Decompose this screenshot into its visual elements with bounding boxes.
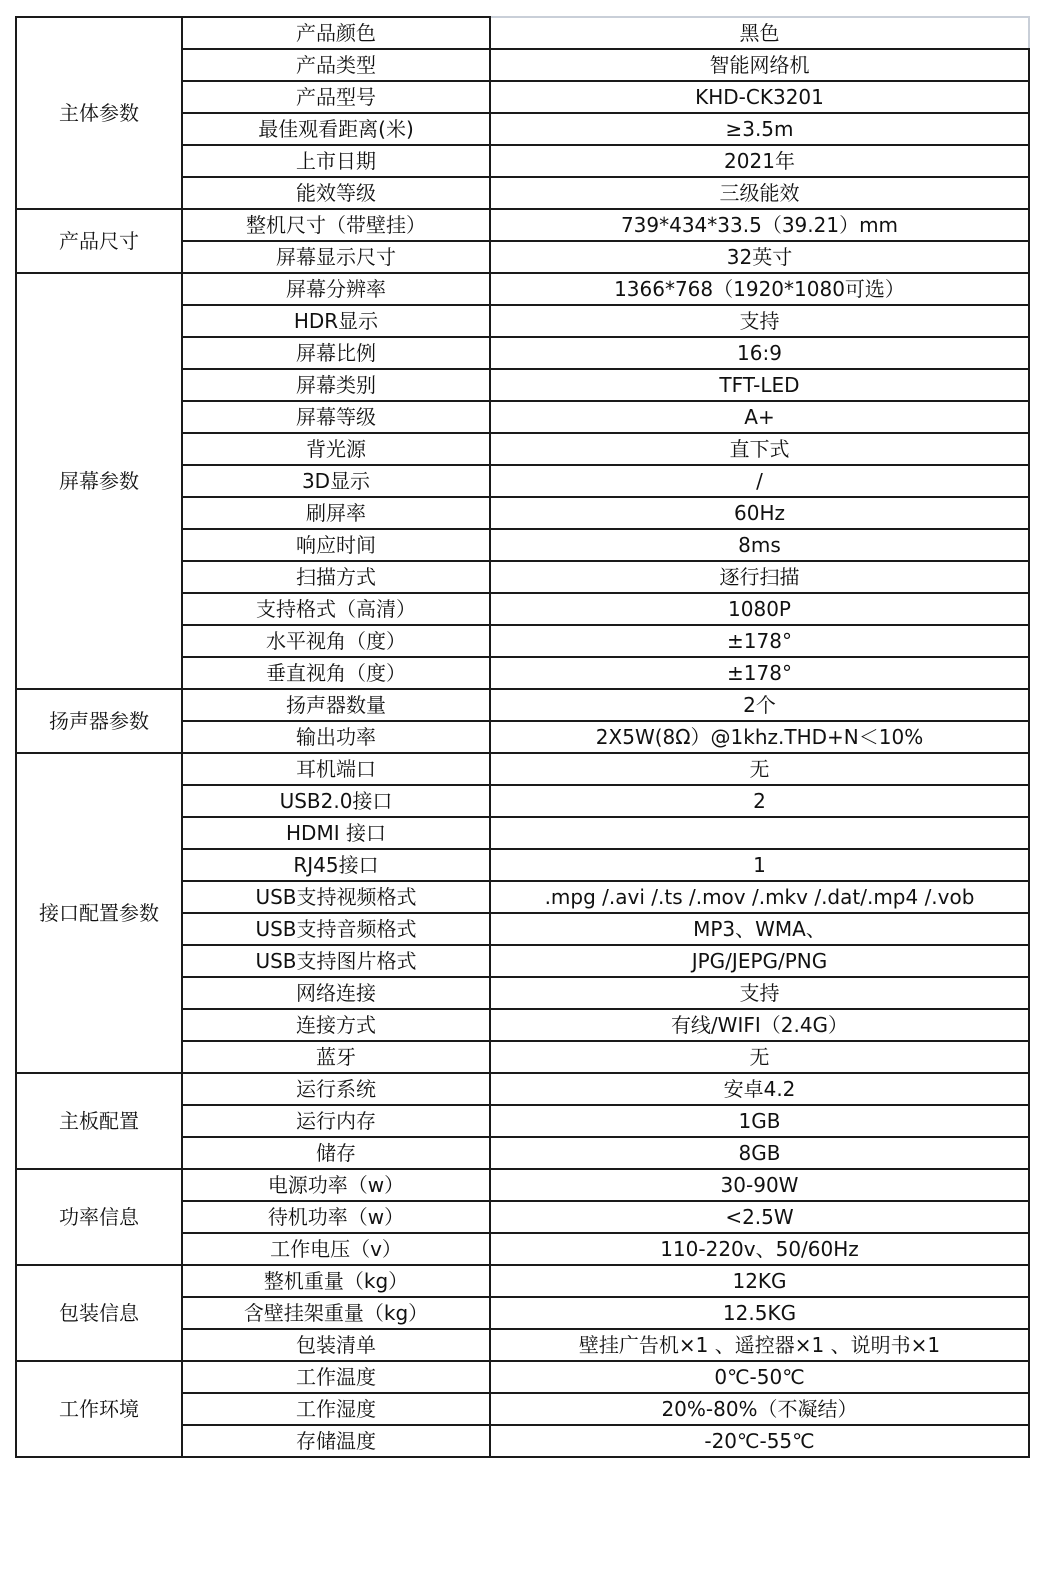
param-name: 整机尺寸（带壁挂） xyxy=(182,209,490,241)
param-value xyxy=(490,817,1029,849)
param-name: 运行内存 xyxy=(182,1105,490,1137)
param-name: 输出功率 xyxy=(182,721,490,753)
param-name: 扬声器数量 xyxy=(182,689,490,721)
param-name: 耳机端口 xyxy=(182,753,490,785)
param-value: 8GB xyxy=(490,1137,1029,1169)
group-label: 主板配置 xyxy=(16,1073,182,1169)
param-value: TFT-LED xyxy=(490,369,1029,401)
spec-table-body xyxy=(16,17,1029,1457)
param-name: 垂直视角（度） xyxy=(182,657,490,689)
param-name: HDR显示 xyxy=(182,305,490,337)
param-name: 屏幕分辨率 xyxy=(182,273,490,305)
group-label: 主体参数 xyxy=(16,17,182,209)
param-value: 1080P xyxy=(490,593,1029,625)
param-name: 屏幕类别 xyxy=(182,369,490,401)
param-name: RJ45接口 xyxy=(182,849,490,881)
param-value: 支持 xyxy=(490,305,1029,337)
spec-row xyxy=(16,1361,1029,1393)
param-name: 响应时间 xyxy=(182,529,490,561)
param-value: 逐行扫描 xyxy=(490,561,1029,593)
param-value: 2个 xyxy=(490,689,1029,721)
param-value: -20℃-55℃ xyxy=(490,1425,1029,1457)
param-value: 安卓4.2 xyxy=(490,1073,1029,1105)
spec-row xyxy=(16,1073,1029,1105)
param-value: 2021年 xyxy=(490,145,1029,177)
param-name: 工作温度 xyxy=(182,1361,490,1393)
param-value: 无 xyxy=(490,753,1029,785)
param-value: 110-220v、50/60Hz xyxy=(490,1233,1029,1265)
param-value: 黑色 xyxy=(490,17,1029,49)
group-label: 功率信息 xyxy=(16,1169,182,1265)
group-label: 产品尺寸 xyxy=(16,209,182,273)
param-name: 3D显示 xyxy=(182,465,490,497)
param-name: 产品型号 xyxy=(182,81,490,113)
param-value: MP3、WMA、 xyxy=(490,913,1029,945)
group-label: 屏幕参数 xyxy=(16,273,182,689)
spec-row xyxy=(16,17,1029,49)
param-value: 16:9 xyxy=(490,337,1029,369)
param-name: 待机功率（w） xyxy=(182,1201,490,1233)
param-value: 60Hz xyxy=(490,497,1029,529)
param-name: 包装清单 xyxy=(182,1329,490,1361)
param-name: 刷屏率 xyxy=(182,497,490,529)
param-name: USB支持音频格式 xyxy=(182,913,490,945)
param-name: 蓝牙 xyxy=(182,1041,490,1073)
param-name: 工作电压（v） xyxy=(182,1233,490,1265)
param-value: 1 xyxy=(490,849,1029,881)
spec-row xyxy=(16,753,1029,785)
param-value: 三级能效 xyxy=(490,177,1029,209)
param-name: USB支持视频格式 xyxy=(182,881,490,913)
param-value: 32英寸 xyxy=(490,241,1029,273)
param-name: HDMI 接口 xyxy=(182,817,490,849)
param-value: 直下式 xyxy=(490,433,1029,465)
param-name: 含壁挂架重量（kg） xyxy=(182,1297,490,1329)
param-value: 1GB xyxy=(490,1105,1029,1137)
param-value: 20%-80%（不凝结） xyxy=(490,1393,1029,1425)
param-name: 储存 xyxy=(182,1137,490,1169)
spec-row xyxy=(16,273,1029,305)
param-value: 壁挂广告机×1 、遥控器×1 、说明书×1 xyxy=(490,1329,1029,1361)
param-value: 739*434*33.5（39.21）mm xyxy=(490,209,1029,241)
param-name: 工作湿度 xyxy=(182,1393,490,1425)
param-value: 0℃-50℃ xyxy=(490,1361,1029,1393)
param-name: 屏幕显示尺寸 xyxy=(182,241,490,273)
param-value: 12KG xyxy=(490,1265,1029,1297)
spec-row xyxy=(16,689,1029,721)
param-name: 运行系统 xyxy=(182,1073,490,1105)
param-value: 1366*768（1920*1080可选） xyxy=(490,273,1029,305)
param-name: 屏幕等级 xyxy=(182,401,490,433)
param-name: 产品颜色 xyxy=(182,17,490,49)
param-name: 连接方式 xyxy=(182,1009,490,1041)
param-value: ±178° xyxy=(490,625,1029,657)
param-name: 最佳观看距离(米) xyxy=(182,113,490,145)
param-value: 有线/WIFI（2.4G） xyxy=(490,1009,1029,1041)
param-name: 网络连接 xyxy=(182,977,490,1009)
param-value: / xyxy=(490,465,1029,497)
param-value: 12.5KG xyxy=(490,1297,1029,1329)
spec-row xyxy=(16,1265,1029,1297)
spec-row xyxy=(16,209,1029,241)
param-value: ≥3.5m xyxy=(490,113,1029,145)
spec-row xyxy=(16,1169,1029,1201)
param-name: 能效等级 xyxy=(182,177,490,209)
param-value: 2X5W(8Ω）@1khz.THD+N＜10% xyxy=(490,721,1029,753)
param-value: 无 xyxy=(490,1041,1029,1073)
param-value: 智能网络机 xyxy=(490,49,1029,81)
param-name: USB2.0接口 xyxy=(182,785,490,817)
param-name: 电源功率（w） xyxy=(182,1169,490,1201)
param-name: 存储温度 xyxy=(182,1425,490,1457)
group-label: 包装信息 xyxy=(16,1265,182,1361)
param-name: 背光源 xyxy=(182,433,490,465)
param-name: 水平视角（度） xyxy=(182,625,490,657)
param-value: ±178° xyxy=(490,657,1029,689)
param-value: 2 xyxy=(490,785,1029,817)
param-value: 8ms xyxy=(490,529,1029,561)
param-value: 30-90W xyxy=(490,1169,1029,1201)
param-value: .mpg /.avi /.ts /.mov /.mkv /.dat/.mp4 /.vob xyxy=(490,881,1029,913)
param-value: <2.5W xyxy=(490,1201,1029,1233)
param-name: 产品类型 xyxy=(182,49,490,81)
param-name: USB支持图片格式 xyxy=(182,945,490,977)
param-value: JPG/JEPG/PNG xyxy=(490,945,1029,977)
param-value: 支持 xyxy=(490,977,1029,1009)
group-label: 扬声器参数 xyxy=(16,689,182,753)
param-name: 上市日期 xyxy=(182,145,490,177)
group-label: 接口配置参数 xyxy=(16,753,182,1073)
param-value: KHD-CK3201 xyxy=(490,81,1029,113)
param-name: 支持格式（高清） xyxy=(182,593,490,625)
param-value: A+ xyxy=(490,401,1029,433)
param-name: 扫描方式 xyxy=(182,561,490,593)
param-name: 整机重量（kg） xyxy=(182,1265,490,1297)
spec-table xyxy=(15,16,1030,1458)
group-label: 工作环境 xyxy=(16,1361,182,1457)
param-name: 屏幕比例 xyxy=(182,337,490,369)
